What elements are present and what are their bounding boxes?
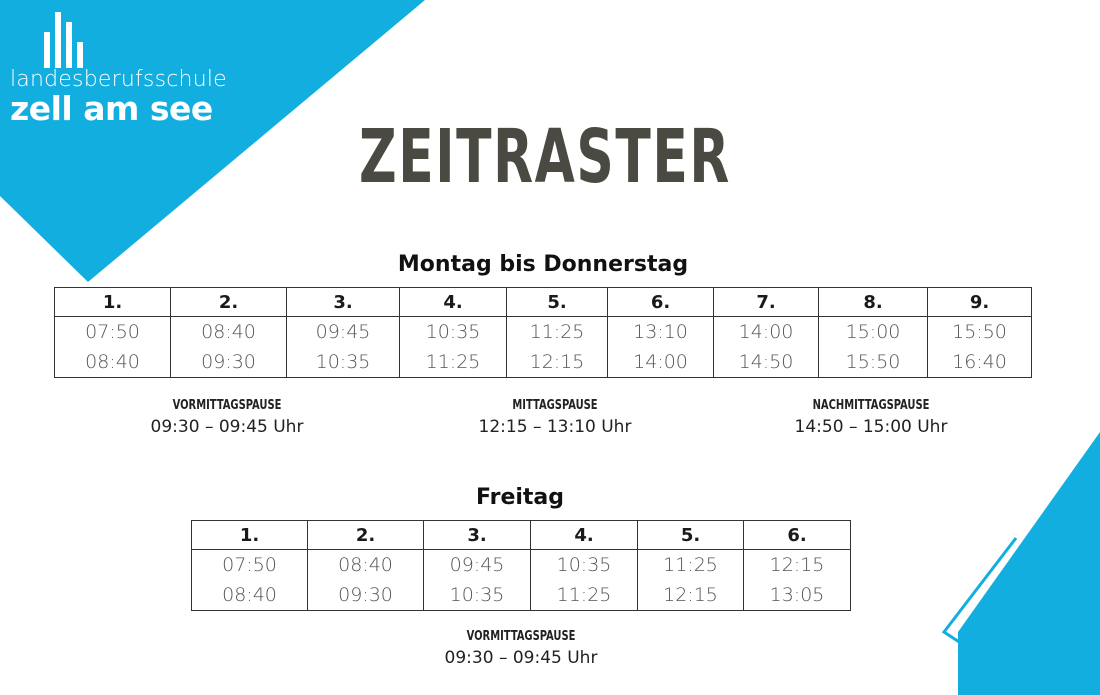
period-number: 3.	[287, 288, 400, 317]
start-time: 14:00	[714, 317, 819, 348]
logo-text-line1: landesberufsschule	[10, 67, 227, 92]
period-number: 3.	[424, 521, 531, 550]
break-label: MITTAGSPAUSE	[512, 398, 598, 413]
friday-morning-break	[404, 629, 638, 668]
break-time: 09:30 – 09:45 Uhr	[150, 417, 304, 437]
start-time: 09:45	[424, 550, 531, 581]
start-time: 11:25	[638, 550, 744, 581]
break-label: NACHMITTAGSPAUSE	[812, 398, 930, 413]
period-header-row	[55, 288, 1032, 317]
period-number: 2.	[308, 521, 424, 550]
start-time: 08:40	[171, 317, 287, 348]
start-time: 07:50	[192, 550, 308, 581]
end-time: 11:25	[400, 347, 507, 378]
end-time: 11:25	[531, 580, 638, 611]
period-number: 5.	[638, 521, 744, 550]
end-time-row	[55, 347, 1032, 378]
period-number: 4.	[531, 521, 638, 550]
period-number: 2.	[171, 288, 287, 317]
break-time: 14:50 – 15:00 Uhr	[794, 417, 948, 437]
break-label: VORMITTAGSPAUSE	[466, 629, 576, 644]
period-number: 1.	[192, 521, 308, 550]
start-time: 08:40	[308, 550, 424, 581]
start-time-row	[192, 550, 851, 581]
friday-heading: Freitag	[475, 485, 565, 510]
start-time: 12:15	[744, 550, 851, 581]
period-number: 1.	[55, 288, 171, 317]
end-time: 10:35	[287, 347, 400, 378]
period-number: 7.	[714, 288, 819, 317]
end-time: 15:50	[819, 347, 928, 378]
start-time: 11:25	[507, 317, 608, 348]
end-time: 16:40	[928, 347, 1032, 378]
end-time: 12:15	[638, 580, 744, 611]
start-time: 15:00	[819, 317, 928, 348]
period-number: 9.	[928, 288, 1032, 317]
period-number: 6.	[608, 288, 714, 317]
start-time: 09:45	[287, 317, 400, 348]
morning-break	[110, 398, 344, 437]
end-time-row	[192, 580, 851, 611]
start-time-row	[55, 317, 1032, 348]
end-time: 13:05	[744, 580, 851, 611]
end-time: 14:00	[608, 347, 714, 378]
end-time: 09:30	[171, 347, 287, 378]
period-number: 5.	[507, 288, 608, 317]
start-time: 10:35	[400, 317, 507, 348]
break-time: 09:30 – 09:45 Uhr	[444, 648, 598, 668]
afternoon-break	[754, 398, 988, 437]
end-time: 09:30	[308, 580, 424, 611]
break-label: VORMITTAGSPAUSE	[172, 398, 282, 413]
start-time: 13:10	[608, 317, 714, 348]
start-time: 10:35	[531, 550, 638, 581]
period-number: 8.	[819, 288, 928, 317]
mo-do-heading: Montag bis Donnerstag	[397, 252, 689, 277]
period-header-row	[192, 521, 851, 550]
friday-timetable	[191, 520, 851, 611]
logo-bars-icon	[44, 12, 227, 68]
school-logo	[10, 12, 227, 126]
end-time: 12:15	[507, 347, 608, 378]
end-time: 10:35	[424, 580, 531, 611]
end-time: 08:40	[192, 580, 308, 611]
break-time: 12:15 – 13:10 Uhr	[478, 417, 632, 437]
end-time: 08:40	[55, 347, 171, 378]
lunch-break	[438, 398, 672, 437]
period-number: 6.	[744, 521, 851, 550]
end-time: 14:50	[714, 347, 819, 378]
period-number: 4.	[400, 288, 507, 317]
logo-text-line2: zell am see	[10, 89, 213, 128]
start-time: 15:50	[928, 317, 1032, 348]
start-time: 07:50	[55, 317, 171, 348]
page-title: ZEITRASTER	[359, 114, 731, 200]
mo-do-timetable	[54, 287, 1032, 378]
